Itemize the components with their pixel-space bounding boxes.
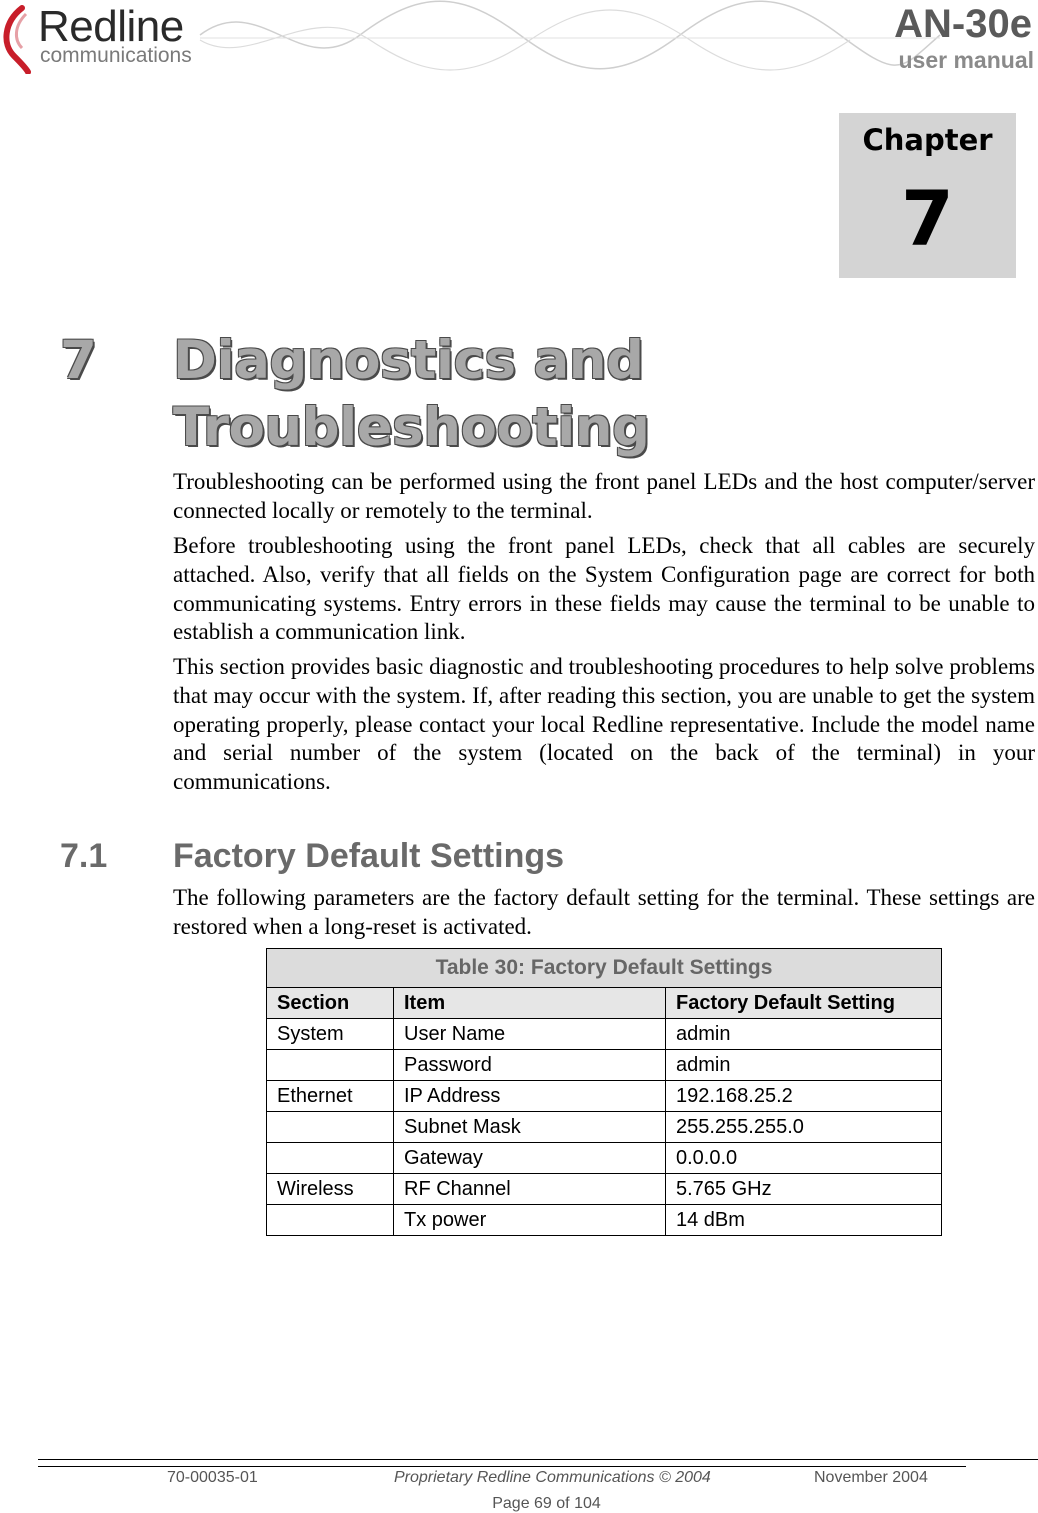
heading2-number: 7.1 (60, 837, 108, 875)
header-section: Section (267, 988, 394, 1019)
header-item: Item (394, 988, 666, 1019)
table-row (267, 1081, 942, 1112)
cell-item: IP Address (394, 1081, 666, 1112)
footer-divider (38, 1459, 1038, 1460)
footer-proprietary: Proprietary Redline Communications © 2004 (394, 1469, 711, 1486)
table-row (267, 1112, 942, 1143)
cell-section: Wireless (267, 1174, 394, 1205)
table-row (267, 1143, 942, 1174)
cell-value: 5.765 GHz (666, 1174, 942, 1205)
chapter-box (839, 113, 1016, 278)
cell-value: admin (666, 1019, 942, 1050)
cell-value: 0.0.0.0 (666, 1143, 942, 1174)
table-caption: Table 30: Factory Default Settings (267, 949, 942, 988)
section-paragraph: The following parameters are the factory default setting for the terminal. These settings are restored when a long-reset is activated. (173, 885, 1035, 939)
table-row (267, 1174, 942, 1205)
cell-section (267, 1112, 394, 1143)
factory-defaults-table (266, 948, 942, 1236)
cell-item: User Name (394, 1019, 666, 1050)
product-name: AN-30e (894, 2, 1032, 46)
cell-value: 255.255.255.0 (666, 1112, 942, 1143)
table-row (267, 1019, 942, 1050)
heading1-line1: Diagnostics and (173, 330, 644, 391)
cell-section (267, 1205, 394, 1236)
table-header-row (267, 988, 942, 1019)
footer-page-number: Page 69 of 104 (492, 1495, 601, 1512)
page-header (0, 0, 1038, 90)
cell-section (267, 1050, 394, 1081)
header-default-setting: Factory Default Setting (666, 988, 942, 1019)
chapter-number: 7 (901, 174, 954, 263)
cell-section: System (267, 1019, 394, 1050)
cell-item: Tx power (394, 1205, 666, 1236)
intro-paragraph-1: Troubleshooting can be performed using the front panel LEDs and the host computer/server connected locally or remotely to the terminal. (173, 469, 1035, 523)
cell-section: Ethernet (267, 1081, 394, 1112)
manual-label: user manual (898, 47, 1034, 73)
logo-wordmark: Redline (38, 2, 184, 51)
footer-divider-inner (38, 1466, 966, 1467)
cell-section (267, 1143, 394, 1174)
footer-doc-number: 70-00035-01 (167, 1469, 258, 1486)
intro-paragraph-3: This section provides basic diagnostic and troubleshooting procedures to help solve problems that may occur with the system. If, after reading this section, you are unable to get the system operating properly, please contact your local Redline representative. Include the model name and serial number of the system (located on the back of the terminal) in your communications. (173, 654, 1035, 795)
footer-date: November 2004 (814, 1469, 928, 1486)
heading2-title: Factory Default Settings (173, 837, 565, 875)
logo-subtitle: communications (40, 44, 192, 67)
cell-item: Password (394, 1050, 666, 1081)
table-row (267, 1050, 942, 1081)
chapter-label: Chapter (862, 123, 993, 157)
cell-value: 192.168.25.2 (666, 1081, 942, 1112)
redline-logo-icon (0, 4, 34, 74)
cell-value: admin (666, 1050, 942, 1081)
cell-item: Gateway (394, 1143, 666, 1174)
cell-item: Subnet Mask (394, 1112, 666, 1143)
intro-paragraph-2: Before troubleshooting using the front panel LEDs, check that all cables are securely attached. Also, verify that all fields on the System Configuration page are correct for both communicating systems. Entry errors in these fields may cause the terminal to be unable to establish a communication link. (173, 533, 1035, 645)
cell-value: 14 dBm (666, 1205, 942, 1236)
table-caption-row (267, 949, 942, 988)
cell-item: RF Channel (394, 1174, 666, 1205)
table-row (267, 1205, 942, 1236)
heading1-line2: Troubleshooting (173, 397, 650, 458)
heading1-number: 7 (60, 330, 97, 391)
